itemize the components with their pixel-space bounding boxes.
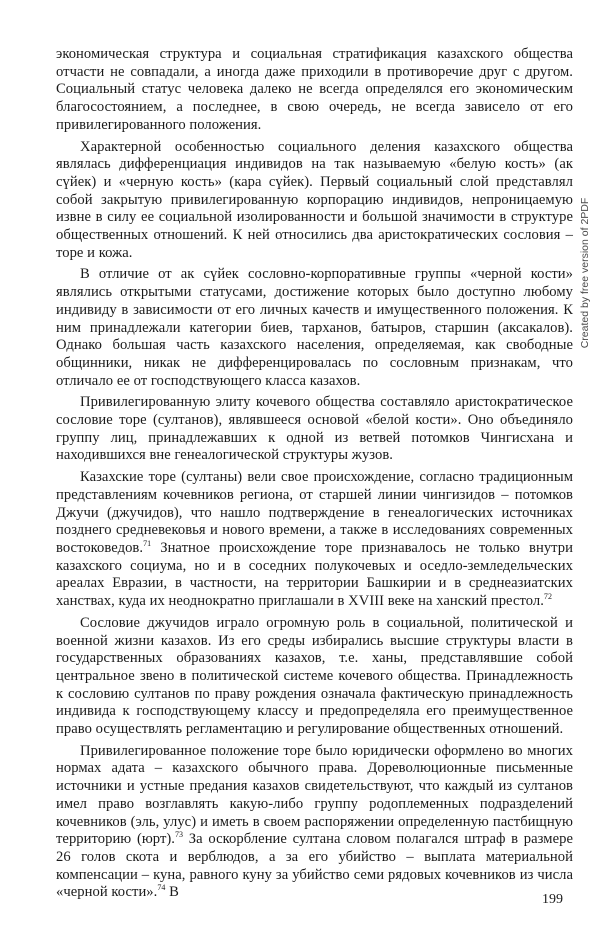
footnote-ref-71[interactable]: 71 [143,539,152,549]
page-number: 199 [542,892,563,907]
paragraph-4: Привилегированную элиту кочевого общества составляло аристократическое сословие торе (султанов), являвшееся основой «белой кости». Оно объединяло группу лиц, принадлежавших к одной из ветвей потомков Чингисхана и находившихся вне генеалогической структуры жузов. [56,394,573,464]
paragraph-3: В отличие от ак сүйек сословно-корпоративные группы «черной кости» являлись открытыми статусами, достижение которых было доступно любому индивиду в зависимости от его личных качеств и имущественного положения. К ним принадлежали категории биев, тарханов, батыров, старшин (аксакалов). Однако большая часть казахского населения, определяемая, как свободные общинники, никак не дифференцировалась по сословным признакам, что отличало ее от господствующего класса казахов. [56,266,573,389]
page-content [56,46,573,906]
paragraph-2: Характерной особенностью социального деления казахского общества являлась дифференциация индивидов на так называемую «белую кость» (ак сүйек) и «черную кость» (кара сүйек). Первый социальный слой представлял собой закрытую привилегированную корпорацию индивидов, непроницаемую извне в силу ее социальной изолированности и большой значимости в структуре общественных отношений. К ней относились два аристократических сословия – торе и кожа. [56,138,573,261]
paragraph-7: Привилегированное положение торе было юридически оформлено во многих нормах адата – казахского обычного права. Дореволюционные письменные источники и устные предания казахов свидетельствуют, что каждый из султанов имел право возглавлять какую-либо группу родоплеменных подразделений кочевников (эль, улус) и иметь в своем распоряжении определенную пастбищную территорию (юрт).$^{73}$ За оскорбление султана словом полагался штраф в размере 26 голов скота и верблюдов, а за его убийство – выплата материальной компенсации – куна, равного куну за убийство семи рядовых кочевников из числа «черной кости».$^{74}$ В [56,742,573,901]
watermark-side-note: Created by free version of 2PDF [579,197,591,349]
paragraph-5: Казахские торе (султаны) вели свое происхождение, согласно традиционным представлениям кочевников региона, от старшей линии чингизидов – потомков Джучи (джучидов), что нашло подтверждение в генеалогических источниках позднего средневековья и нового времени, а также в исследованиях современных востоковедов.$^{71}$ Знатное происхождение торе признавалось не только внутри казахского социума, но и в соседних полукочевых и оседло-земледельческих ареалах Евразии, в частности, на территории Башкирии и в среднеазиатских ханствах, куда их неоднократно приглашали в XVIII веке на ханский престол.$^{72}$ [56,469,573,610]
footnote-ref-72[interactable]: 72 [543,592,553,602]
footnote-ref-74[interactable]: 74 [157,883,166,893]
paragraph-6: Сословие джучидов играло огромную роль в социальной, политической и военной жизни казахов. Из его среды избирались высшие структуры власти в государственных образованиях казахов, т.е. ханы, представлявшие собой центральное звено в политической системе кочевого общества. Принадлежность к сословию султанов по праву рождения означала фактическую принадлежность индивида к господствующему классу и предопределяла его преимущественное право осуществлять регламентацию и регулирование общественных отношений. [56,614,573,738]
footnote-ref-73[interactable]: 73 [175,830,184,840]
paragraph-1: экономическая структура и социальная стратификация казахского общества отчасти не совпадали, а иногда даже приходили в противоречие друг с другом. Социальный статус человека далеко не всегда определялся его экономическим благосостоянием, а последнее, в свою очередь, не всегда зависело от его привилегированного положения. [56,46,573,133]
